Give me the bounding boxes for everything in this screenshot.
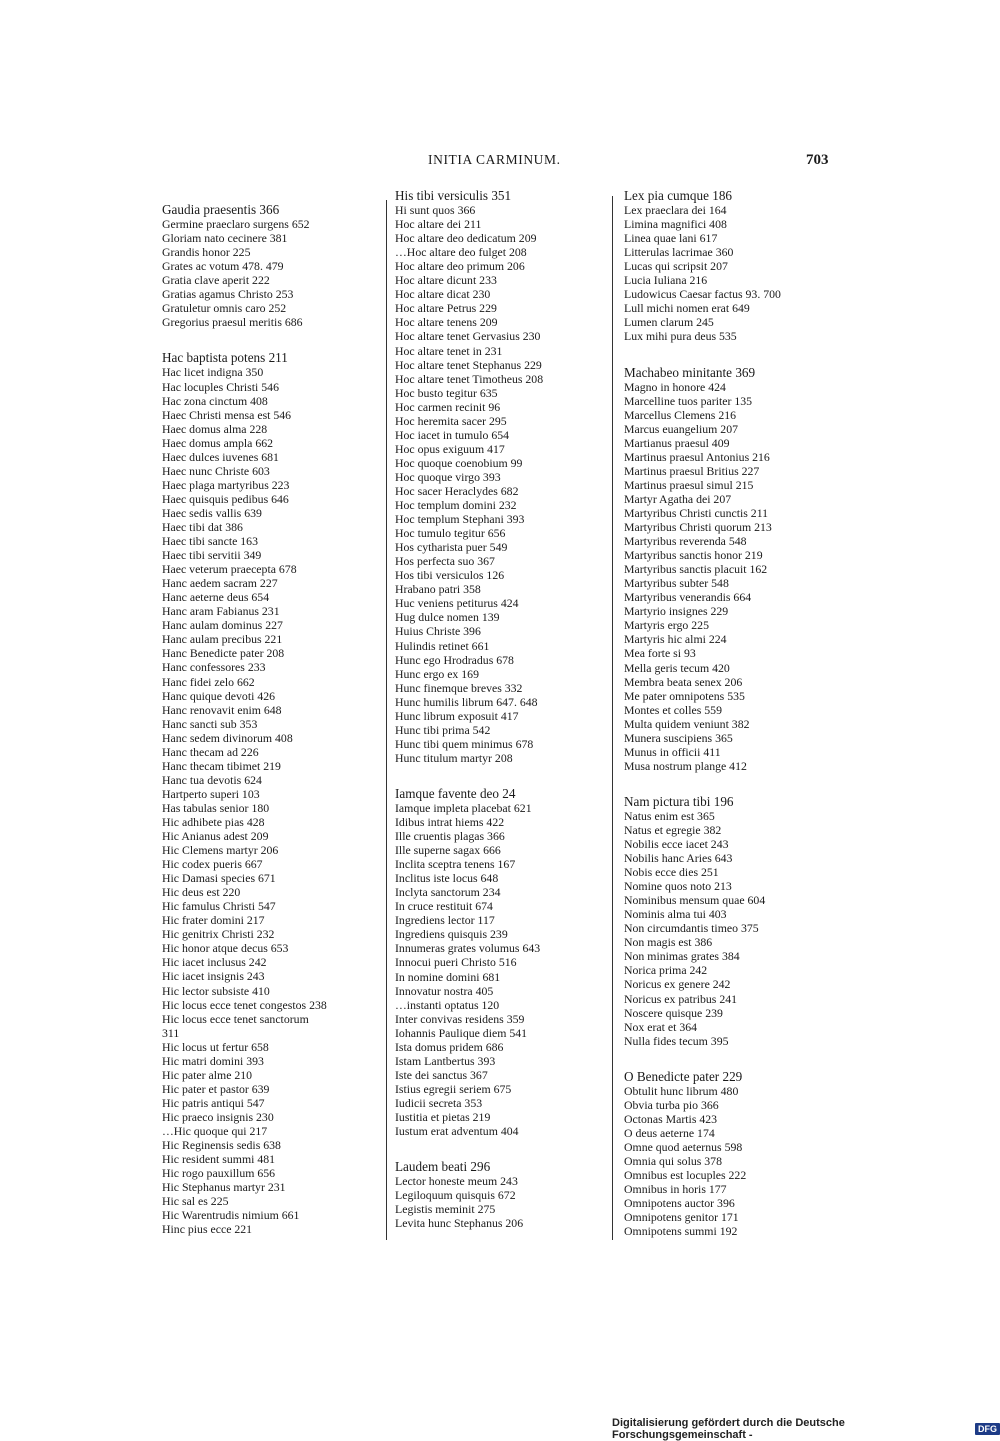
index-entry: Hunc humilis librum 647. 648 [395, 694, 538, 709]
index-entry: Omnibus est locuples 222 [624, 1168, 747, 1183]
index-entry: Haec nunc Christe 603 [162, 463, 270, 478]
index-entry: Omnibus in horis 177 [624, 1182, 727, 1197]
letter-group [395, 1160, 543, 1230]
index-entry: Hanc aulam precibus 221 [162, 632, 283, 647]
footer [612, 1417, 1000, 1441]
index-entry: O deus aeterne 174 [624, 1125, 715, 1140]
index-entry: Me pater omnipotens 535 [624, 688, 745, 703]
index-entry: Hic adhibete pias 428 [162, 814, 265, 829]
index-entry: Noricus ex genere 242 [624, 977, 731, 992]
index-entry: Hoc altare tenet Timotheus 208 [395, 371, 544, 386]
index-entry: Hic locus ecce tenet congestos 238 [162, 997, 327, 1012]
index-entry: Ingrediens quisquis 239 [395, 927, 508, 942]
index-entry: Hoc tumulo tegitur 656 [395, 526, 506, 541]
index-entry: Hic praeco insignis 230 [162, 1109, 274, 1124]
index-entry: Martyribus Christi quorum 213 [624, 520, 772, 535]
index-entry: Lumen clarum 245 [624, 315, 714, 330]
index-entry: Haec dulces iuvenes 681 [162, 449, 279, 464]
index-entry: Inclyta sanctorum 234 [395, 885, 501, 900]
index-entry: His tibi versiculis 351 [395, 188, 512, 203]
index-entry: Iustum erat adventum 404 [395, 1124, 519, 1139]
index-entry: Has tabulas senior 180 [162, 800, 270, 815]
index-entry: Martyrio insignes 229 [624, 604, 729, 619]
index-entry: Hoc altare Petrus 229 [395, 301, 497, 316]
index-entry: Hoc altare tenens 209 [395, 315, 498, 330]
index-entry: Hic patris antiqui 547 [162, 1095, 265, 1110]
column-divider [612, 196, 613, 1240]
index-entry: Hic Damasi species 671 [162, 871, 276, 886]
index-entry: Lucas qui scripsit 207 [624, 259, 728, 274]
index-entry: Hos perfecta suo 367 [395, 554, 495, 569]
index-entry: Nominis alma tui 403 [624, 907, 727, 922]
index-entry: Grates ac votum 478. 479 [162, 259, 284, 274]
index-entry: Martinus praesul Antonius 216 [624, 449, 770, 464]
column-divider [386, 200, 387, 1240]
index-entry: Hunc librum exposuit 417 [395, 708, 519, 723]
index-entry: Hic locus ecce tenet sanctorum [162, 1011, 309, 1026]
footer-text: Digitalisierung gefördert durch die Deutsche Forschungsgemeinschaft - [612, 1417, 845, 1441]
index-entry: Mea forte si 93 [624, 646, 696, 661]
index-entry: Lux mihi pura deus 535 [624, 329, 737, 344]
index-entry: Hic sal es 225 [162, 1194, 229, 1209]
index-entry: Hanc tua devotis 624 [162, 772, 262, 787]
letter-group-gap [624, 773, 781, 795]
index-entry: Hic pater alme 210 [162, 1067, 253, 1082]
index-entry: Hic resident summi 481 [162, 1152, 276, 1167]
index-entry: Hanc thecam tibimet 219 [162, 758, 281, 773]
index-entry: Natus et egregie 382 [624, 822, 722, 837]
index-entry: Montes et colles 559 [624, 702, 722, 717]
index-entry: 311 [162, 1025, 180, 1040]
index-entry: Linea quae lani 617 [624, 231, 718, 246]
index-entry: Omnipotens summi 192 [624, 1224, 738, 1239]
letter-group [395, 787, 543, 1138]
index-entry: Gratia clave aperit 222 [162, 273, 270, 288]
index-entry: Hic deus est 220 [162, 885, 241, 900]
index-entry: Hinc pius ecce 221 [162, 1222, 253, 1237]
index-entry: Natus enim est 365 [624, 808, 715, 823]
index-entry: Martyris ergo 225 [624, 618, 709, 633]
index-entry: Iohannis Paulique diem 541 [395, 1025, 528, 1040]
index-entry: Hic Warentrudis nimium 661 [162, 1208, 300, 1223]
index-entry: Laudem beati 296 [395, 1159, 491, 1175]
index-entry: Hanc sedem divinorum 408 [162, 730, 293, 745]
index-entry: Hic codex pueris 667 [162, 857, 263, 872]
index-entry: Hoc altare deo primum 206 [395, 259, 525, 274]
index-entry: Multa quidem veniunt 382 [624, 716, 750, 731]
index-entry: Hug dulce nomen 139 [395, 610, 500, 625]
index-entry: Iustitia et pietas 219 [395, 1110, 491, 1124]
index-entry: Iamque favente deo 24 [395, 785, 516, 801]
index-entry: Iste dei sanctus 367 [395, 1067, 488, 1082]
index-entry: Idibus intrat hiems 422 [395, 815, 505, 830]
index-entry: Hic famulus Christi 547 [162, 899, 276, 914]
index-entry: Nox erat et 364 [624, 1019, 698, 1034]
letter-group-gap [395, 1138, 543, 1160]
index-entry: Hanc aedem sacram 227 [162, 576, 278, 591]
index-entry: Hic iacet inclusus 242 [162, 955, 267, 970]
index-entry: Martyribus venerandis 664 [624, 590, 752, 605]
index-entry: Hartperto superi 103 [162, 786, 260, 801]
index-entry: Lector honeste meum 243 [395, 1174, 518, 1189]
index-entry: Haec sedis vallis 639 [162, 505, 262, 520]
index-entry: Hanc renovavit enim 648 [162, 702, 282, 717]
index-entry: Hanc Benedicte pater 208 [162, 646, 285, 661]
index-entry: Hoc heremita sacer 295 [395, 413, 507, 428]
index-entry: Non minimas grates 384 [624, 949, 740, 964]
index-entry: Lex praeclara dei 164 [624, 203, 727, 218]
letter-group-gap [395, 765, 543, 787]
index-entry: Innocui pueri Christo 516 [395, 955, 517, 970]
index-entry: Hoc altare deo dedicatum 209 [395, 231, 537, 246]
index-entry: Hoc altare tenet Stephanus 229 [395, 357, 542, 372]
index-entry: Gloriam nato cecinere 381 [162, 231, 288, 246]
index-entry: Hic Anianus adest 209 [162, 829, 269, 844]
index-entry: Hoc altare dicunt 233 [395, 273, 497, 288]
index-entry: Hunc tibi prima 542 [395, 722, 491, 737]
index-entry: Nobis ecce dies 251 [624, 865, 719, 880]
letter-group [624, 366, 781, 773]
index-entry: Martyribus sanctis honor 219 [624, 548, 763, 563]
index-entry: Hanc aulam dominus 227 [162, 618, 283, 633]
index-entry: Machabeo minitante 369 [624, 364, 756, 380]
index-entry: Hic pater et pastor 639 [162, 1081, 270, 1096]
index-entry: Hanc thecam ad 226 [162, 744, 259, 759]
index-entry: Ille cruentis plagas 366 [395, 829, 505, 844]
index-entry: Ludowicus Caesar factus 93. 700 [624, 287, 781, 302]
index-entry: Grandis honor 225 [162, 245, 251, 260]
index-entry: Haec Christi mensa est 546 [162, 407, 292, 422]
index-entry: Inclita sceptra tenens 167 [395, 857, 516, 872]
index-entry: Hic Clemens martyr 206 [162, 843, 279, 858]
index-entry: Lucia Iuliana 216 [624, 273, 708, 288]
index-entry: Inclitus iste locus 648 [395, 871, 499, 886]
index-entry: Martyribus subter 548 [624, 576, 729, 591]
index-entry: Limina magnifici 408 [624, 217, 727, 232]
index-entry: Martyris hic almi 224 [624, 632, 727, 647]
index-entry: Hic iacet insignis 243 [162, 969, 265, 984]
index-entry: Hac locuples Christi 546 [162, 379, 279, 394]
index-entry: Huc veniens petiturus 424 [395, 596, 519, 611]
index-entry: Nomine quos noto 213 [624, 879, 732, 894]
index-entry: Martyribus Christi cunctis 211 [624, 505, 769, 520]
index-entry: Hanc aram Fabianus 231 [162, 604, 280, 619]
index-entry: Hoc carmen recinit 96 [395, 399, 501, 414]
index-entry: Hanc confessores 233 [162, 660, 266, 675]
index-entry: Omnia qui solus 378 [624, 1154, 722, 1168]
index-entry: Hoc quoque virgo 393 [395, 469, 501, 484]
index-entry: …Hoc altare deo fulget 208 [395, 245, 527, 260]
index-entry: Hi sunt quos 366 [395, 203, 476, 218]
index-entry: Haec domus alma 228 [162, 421, 268, 436]
dfg-logo: DFG [975, 1423, 1000, 1435]
index-entry: Haec quisquis pedibus 646 [162, 491, 289, 506]
index-entry: Litterulas lacrimae 360 [624, 245, 734, 260]
index-entry: Musa nostrum plange 412 [624, 758, 747, 773]
index-entry: Haec tibi servitii 349 [162, 548, 262, 563]
index-entry: Hrabano patri 358 [395, 582, 481, 597]
index-entry: Martinus praesul simul 215 [624, 477, 754, 492]
index-entry: Istam Lantbertus 393 [395, 1053, 496, 1068]
index-entry: Hic genitrix Christi 232 [162, 927, 275, 942]
index-entry: Legistis meminit 275 [395, 1202, 496, 1217]
index-entry: Haec veterum praecepta 678 [162, 562, 297, 577]
index-entry: Octonas Martis 423 [624, 1111, 718, 1126]
index-entry: Gaudia praesentis 366 [162, 202, 280, 217]
letter-group-gap [624, 344, 781, 366]
index-entry: Iamque impleta placebat 621 [395, 800, 532, 815]
index-entry: Haec plaga martyribus 223 [162, 477, 290, 492]
index-entry: Hoc altare tenet in 231 [395, 343, 503, 358]
index-entry: Hunc tibi quem minimus 678 [395, 736, 534, 751]
index-entry: Hulindis retinet 661 [395, 638, 490, 653]
index-column-2 [395, 189, 543, 1230]
index-entry: Marcus euangelium 207 [624, 421, 739, 436]
index-entry: Hoc altare dei 211 [395, 217, 482, 232]
index-entry: Legiloquum quisquis 672 [395, 1188, 516, 1203]
index-entry: Martyribus reverenda 548 [624, 534, 747, 549]
index-entry: Haec domus ampla 662 [162, 435, 274, 450]
index-entry: Hic honor atque decus 653 [162, 941, 289, 956]
index-entry: …instanti optatus 120 [395, 997, 500, 1012]
index-entry: Hic Reginensis sedis 638 [162, 1138, 281, 1153]
index-entry: Hac baptista potens 211 [162, 350, 288, 366]
index-entry: Hos tibi versiculos 126 [395, 568, 505, 583]
index-entry: Hoc altare dicat 230 [395, 287, 491, 302]
index-entry: Huius Christe 396 [395, 624, 481, 639]
index-entry: Magno in honore 424 [624, 379, 726, 394]
index-entry: Mella geris tecum 420 [624, 660, 730, 675]
index-entry: Hunc finemque breves 332 [395, 680, 523, 695]
index-entry: Gratuletur omnis caro 252 [162, 301, 287, 316]
index-entry: Istius egregii seriem 675 [395, 1081, 512, 1096]
letter-group [162, 203, 327, 329]
index-column-1 [162, 203, 327, 1236]
index-entry: Hanc sancti sub 353 [162, 716, 258, 731]
index-column-3 [624, 189, 781, 1238]
index-entry: Noscere quisque 239 [624, 1005, 723, 1020]
index-entry: Hac zona cinctum 408 [162, 393, 268, 408]
index-entry: Ista domus pridem 686 [395, 1039, 504, 1054]
index-entry: Haec tibi dat 386 [162, 519, 243, 534]
index-entry: Hoc templum domini 232 [395, 498, 517, 513]
index-entry: In cruce restituit 674 [395, 899, 493, 914]
index-entry: Lull michi nomen erat 649 [624, 301, 750, 316]
index-entry: …Hic quoque qui 217 [162, 1124, 268, 1138]
index-entry: Hoc sacer Heraclydes 682 [395, 483, 519, 498]
letter-group [624, 795, 781, 1048]
index-entry: Innovatur nostra 405 [395, 983, 494, 998]
page-title: INITIA CARMINUM. [428, 152, 561, 167]
index-entry: Membra beata senex 206 [624, 674, 743, 689]
index-entry: Ille superne sagax 666 [395, 843, 501, 858]
index-entry: Hanc aeterne deus 654 [162, 590, 270, 605]
index-entry: Hunc ego Hrodradus 678 [395, 652, 514, 667]
index-entry: Hic matri domini 393 [162, 1053, 264, 1068]
index-entry: Nobilis ecce iacet 243 [624, 837, 729, 852]
index-entry: Hoc altare tenet Gervasius 230 [395, 329, 541, 344]
index-entry: Inter convivas residens 359 [395, 1011, 525, 1026]
index-entry: Hunc titulum martyr 208 [395, 750, 513, 765]
letter-group [395, 189, 543, 765]
index-entry: Obtulit hunc librum 480 [624, 1083, 739, 1098]
index-entry: Martyr Agatha dei 207 [624, 491, 732, 506]
index-entry: Innumeras grates volumus 643 [395, 941, 541, 956]
index-entry: Hanc fidei zelo 662 [162, 674, 255, 689]
index-entry: Ingrediens lector 117 [395, 913, 495, 928]
index-entry: Hic rogo pauxillum 656 [162, 1166, 276, 1181]
index-entry: Germine praeclaro surgens 652 [162, 217, 310, 232]
index-entry: Omnipotens genitor 171 [624, 1210, 739, 1225]
letter-group [624, 1070, 781, 1239]
index-entry: Hoc quoque coenobium 99 [395, 455, 523, 470]
index-entry: Hic Stephanus martyr 231 [162, 1180, 286, 1195]
index-entry: Iudicii secreta 353 [395, 1095, 483, 1110]
letter-group [162, 351, 327, 1236]
page-number: 703 [806, 152, 829, 168]
index-entry: Marcellus Clemens 216 [624, 407, 737, 422]
index-entry: Marcelline tuos pariter 135 [624, 393, 753, 408]
index-entry: Hoc iacet in tumulo 654 [395, 427, 510, 442]
index-entry: Munus in officii 411 [624, 744, 721, 759]
index-entry: Nulla fides tecum 395 [624, 1033, 729, 1048]
index-entry: Norica prima 242 [624, 963, 708, 978]
index-entry: Munera suscipiens 365 [624, 730, 733, 745]
index-entry: Martinus praesul Britius 227 [624, 463, 760, 478]
index-entry: Omne quod aeternus 598 [624, 1139, 743, 1154]
index-entry: Hoc opus exiguum 417 [395, 441, 505, 456]
index-entry: Hoc busto tegitur 635 [395, 385, 498, 400]
index-entry: Hanc quique devoti 426 [162, 688, 276, 703]
index-entry: Hic locus ut fertur 658 [162, 1039, 269, 1054]
index-entry: Haec tibi sancte 163 [162, 534, 258, 549]
index-entry: In nomine domini 681 [395, 969, 501, 984]
letter-group [624, 189, 781, 344]
index-entry: Gregorius praesul meritis 686 [162, 315, 303, 330]
index-entry: Nobilis hanc Aries 643 [624, 851, 733, 866]
index-entry: Non circumdantis timeo 375 [624, 921, 759, 936]
index-entry: Nominibus mensum quae 604 [624, 893, 766, 908]
index-entry: Levita hunc Stephanus 206 [395, 1216, 524, 1231]
letter-group-gap [162, 329, 327, 351]
index-entry: Gratias agamus Christo 253 [162, 287, 294, 302]
index-entry: Non magis est 386 [624, 935, 713, 950]
index-entry: Hunc ergo ex 169 [395, 666, 479, 681]
index-entry: Hac licet indigna 350 [162, 365, 264, 380]
index-entry: O Benedicte pater 229 [624, 1068, 743, 1084]
index-entry: Hic lector subsiste 410 [162, 983, 270, 998]
index-entry: Obvia turba pio 366 [624, 1097, 719, 1112]
index-entry: Hic frater domini 217 [162, 913, 265, 928]
index-entry: Hoc templum Stephani 393 [395, 512, 525, 527]
index-entry: Martianus praesul 409 [624, 435, 730, 450]
index-entry: Noricus ex patribus 241 [624, 991, 738, 1006]
index-entry: Omnipotens auctor 396 [624, 1196, 735, 1211]
index-entry: Nam pictura tibi 196 [624, 793, 734, 809]
index-entry: Martyribus sanctis placuit 162 [624, 562, 768, 577]
letter-group-gap [624, 1048, 781, 1070]
index-entry: Lex pia cumque 186 [624, 188, 733, 203]
index-entry: Hos cytharista puer 549 [395, 540, 508, 555]
